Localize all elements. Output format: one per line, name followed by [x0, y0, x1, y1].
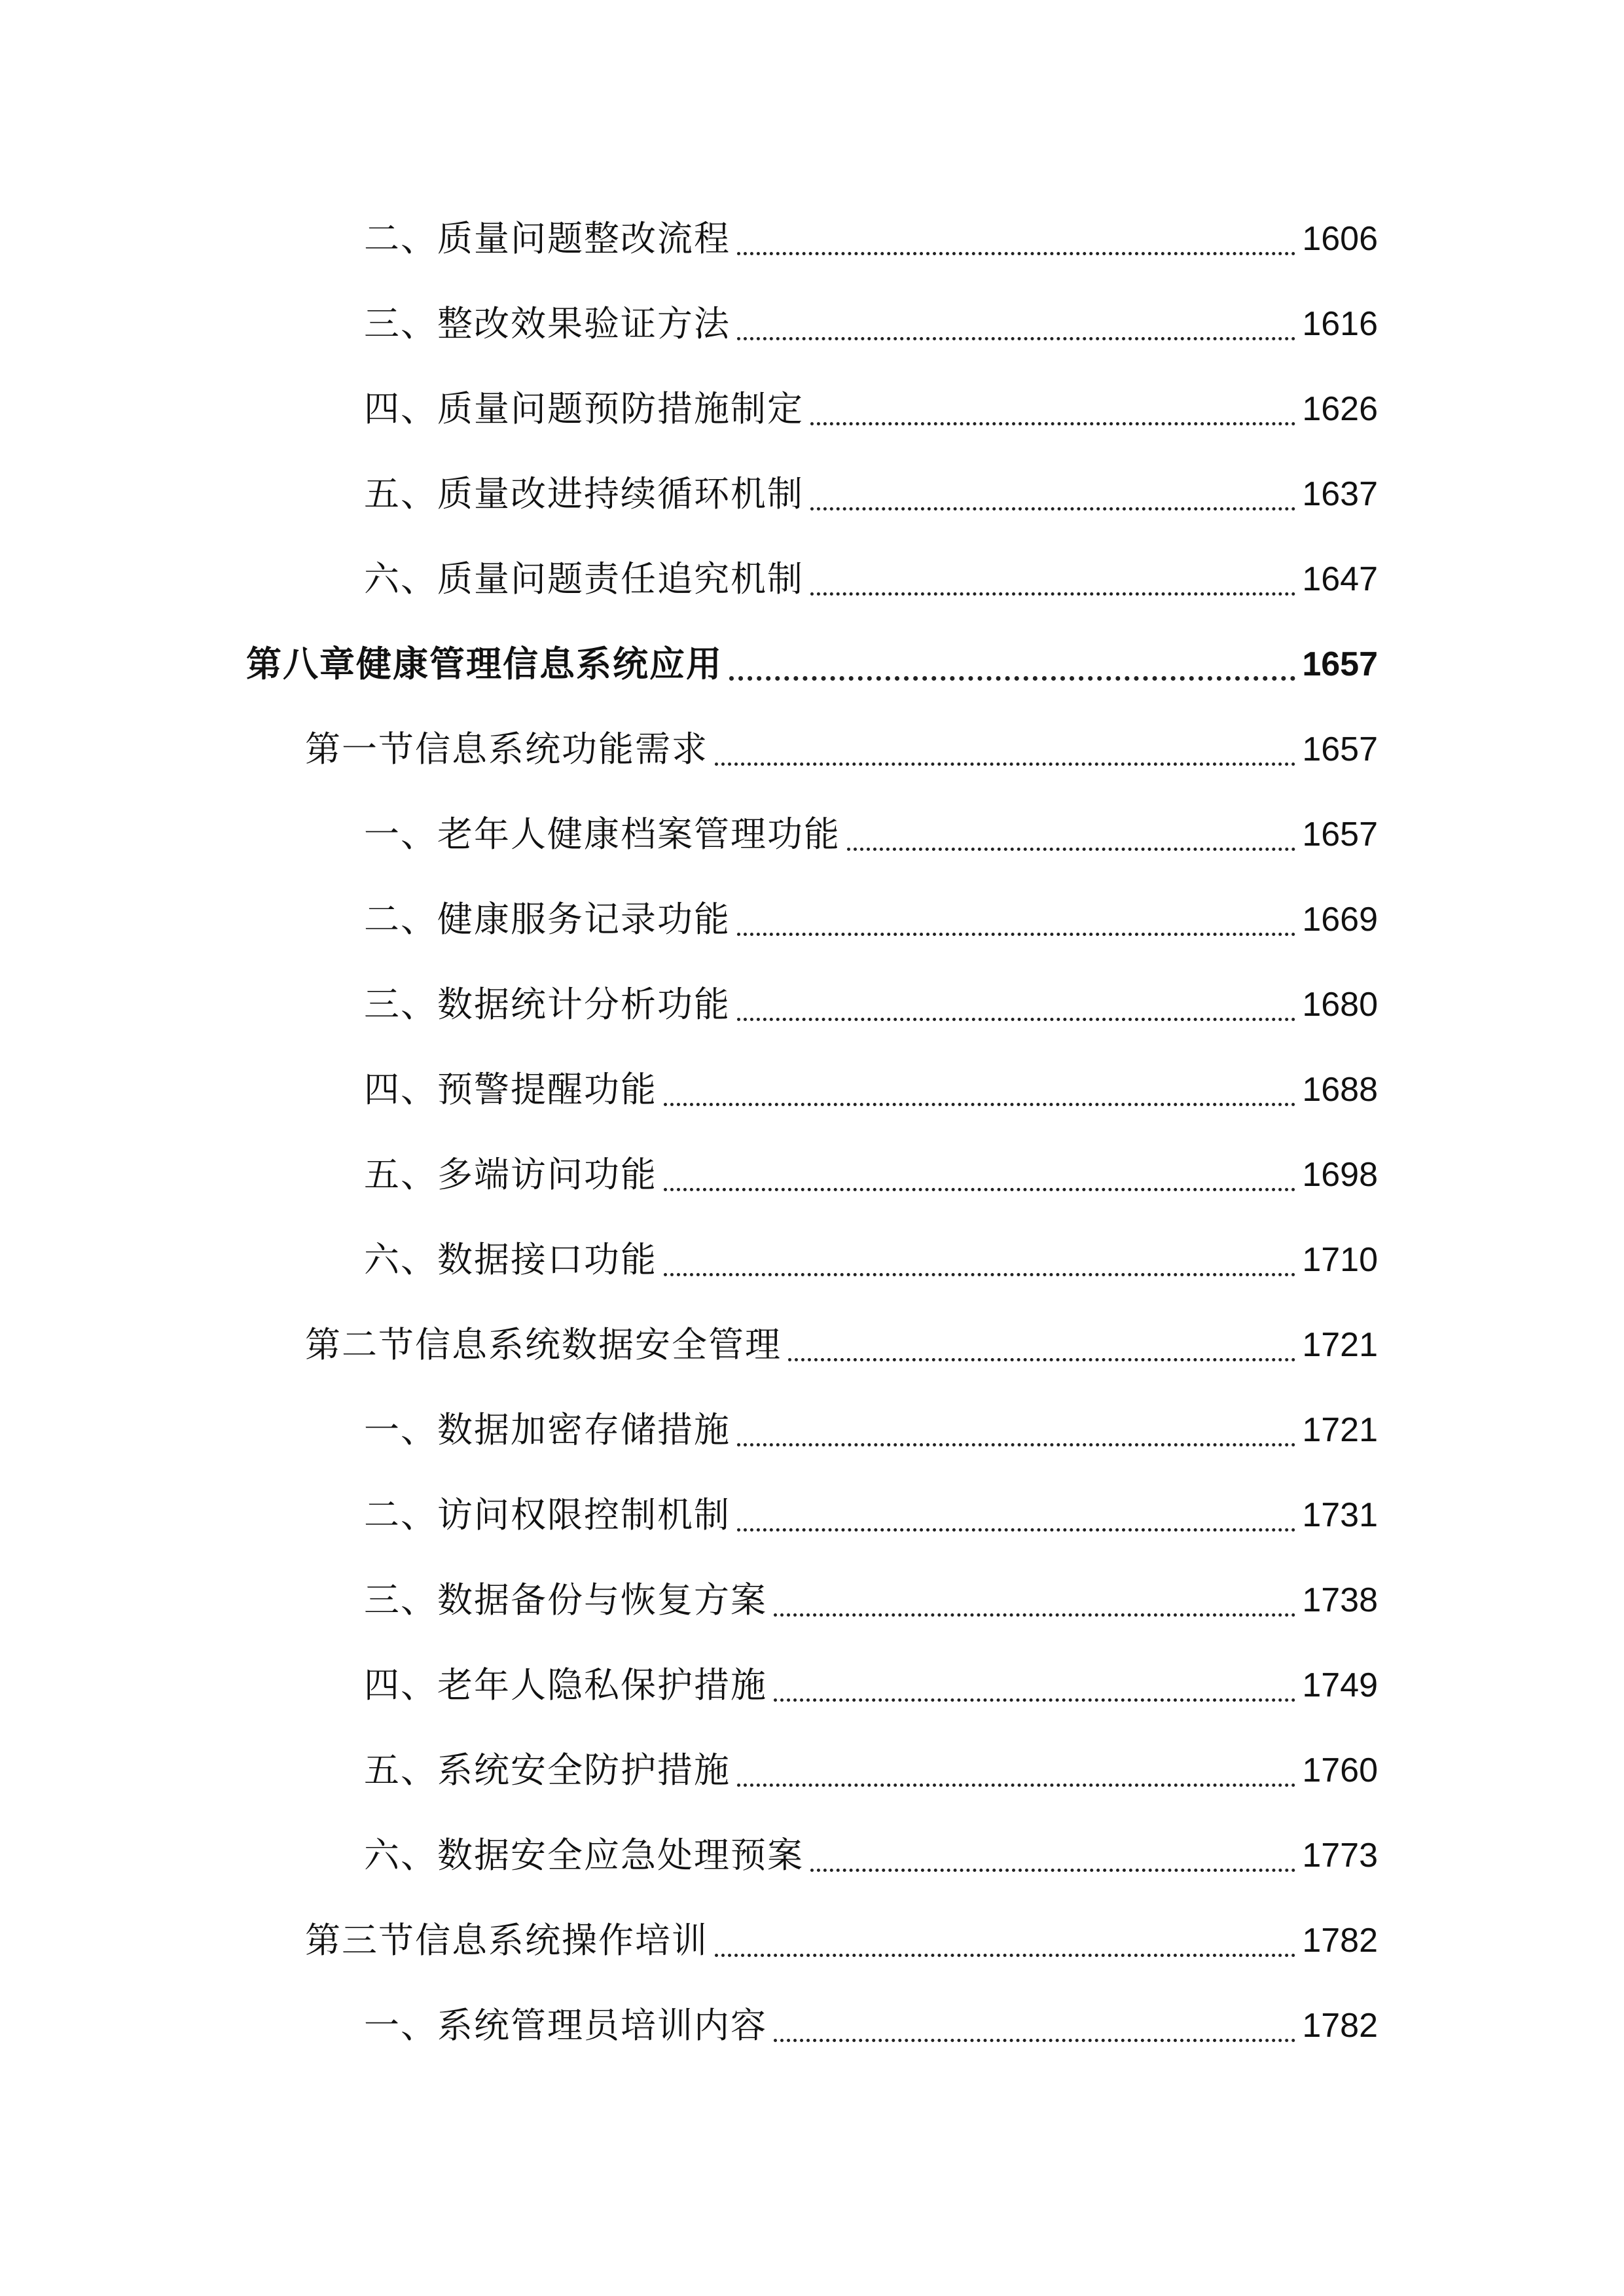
toc-page-number: 1738: [1302, 1581, 1378, 1619]
toc-page-number: 1710: [1302, 1241, 1378, 1279]
toc-section-entry[interactable]: [305, 720, 1378, 779]
toc-entry-title: 第八章健康管理信息系统应用: [246, 643, 723, 685]
toc-page-number: 1657: [1302, 645, 1378, 683]
toc-page-number: 1606: [1302, 220, 1378, 258]
toc-entry[interactable]: [364, 1145, 1378, 1204]
toc-page-number: 1773: [1302, 1837, 1378, 1874]
toc-chapter-entry[interactable]: [246, 635, 1378, 694]
toc-entry[interactable]: [364, 465, 1378, 524]
toc-entry[interactable]: [364, 380, 1378, 439]
toc-entry-title: 二、质量问题整改流程: [364, 218, 731, 259]
toc-dot-leader: [737, 337, 1295, 340]
toc-page-number: 1721: [1302, 1326, 1378, 1364]
toc-entry[interactable]: [364, 295, 1378, 353]
toc-dot-leader: [664, 1188, 1295, 1191]
toc-dot-leader: [737, 1018, 1295, 1021]
toc-dot-leader: [847, 848, 1295, 851]
toc-page-number: 1749: [1302, 1666, 1378, 1704]
toc-dot-leader: [774, 1613, 1295, 1617]
toc-dot-leader: [737, 252, 1295, 255]
toc-entry-title: 四、预警提醒功能: [364, 1069, 657, 1110]
toc-dot-leader: [774, 1698, 1295, 1702]
toc-entry-title: 五、多端访问功能: [364, 1154, 657, 1195]
toc-entry-title: 五、质量改进持续循环机制: [364, 473, 804, 514]
toc-page-number: 1657: [1302, 730, 1378, 768]
toc-page-number: 1680: [1302, 986, 1378, 1024]
toc-dot-leader: [737, 1784, 1295, 1787]
toc-entry[interactable]: [364, 1486, 1378, 1545]
toc-entry[interactable]: [364, 1230, 1378, 1289]
toc-entry-title: 一、老年人健康档案管理功能: [364, 814, 840, 855]
toc-dot-leader: [664, 1273, 1295, 1276]
toc-entry-title: 六、数据接口功能: [364, 1239, 657, 1280]
toc-entry-title: 五、系统安全防护措施: [364, 1749, 731, 1791]
toc-page-number: 1782: [1302, 1922, 1378, 1960]
toc-dot-leader: [788, 1358, 1295, 1361]
toc-dot-leader: [810, 592, 1295, 596]
toc-page-number: 1647: [1302, 560, 1378, 598]
toc-dot-leader: [737, 933, 1295, 936]
toc-entry-title: 第一节信息系统功能需求: [305, 728, 708, 770]
toc-dot-leader: [737, 1528, 1295, 1532]
toc-page-number: 1637: [1302, 475, 1378, 513]
toc-entry[interactable]: [364, 1656, 1378, 1715]
toc-entry-title: 四、老年人隐私保护措施: [364, 1664, 767, 1706]
toc-page-number: 1698: [1302, 1156, 1378, 1194]
toc-entry-title: 三、数据备份与恢复方案: [364, 1579, 767, 1621]
toc-section-entry[interactable]: [305, 1911, 1378, 1970]
toc-page-number: 1721: [1302, 1411, 1378, 1449]
toc-dot-leader: [810, 422, 1295, 425]
toc-entry-title: 四、质量问题预防措施制定: [364, 388, 804, 429]
toc-entry-title: 一、数据加密存储措施: [364, 1409, 731, 1450]
toc-page-number: 1626: [1302, 390, 1378, 428]
toc-entry-title: 六、数据安全应急处理预案: [364, 1835, 804, 1876]
toc-entry[interactable]: [364, 805, 1378, 864]
toc-entry[interactable]: [364, 1060, 1378, 1119]
toc-entry-title: 六、质量问题责任追究机制: [364, 558, 804, 600]
toc-entry-title: 三、数据统计分析功能: [364, 984, 731, 1025]
toc-entry[interactable]: [364, 975, 1378, 1034]
toc-dot-leader: [810, 1869, 1295, 1872]
toc-page-number: 1669: [1302, 901, 1378, 939]
toc-page-number: 1657: [1302, 816, 1378, 853]
toc-dot-leader: [729, 676, 1295, 681]
toc-page-number: 1760: [1302, 1751, 1378, 1789]
toc-entry[interactable]: [364, 1741, 1378, 1800]
toc-page-number: 1782: [1302, 2007, 1378, 2045]
toc-dot-leader: [715, 762, 1295, 766]
toc-dot-leader: [774, 2039, 1295, 2042]
toc-dot-leader: [715, 1954, 1295, 1957]
toc-entry-title: 二、健康服务记录功能: [364, 899, 731, 940]
toc-entry[interactable]: [364, 1401, 1378, 1460]
toc-entry-title: 第三节信息系统操作培训: [305, 1920, 708, 1961]
toc-entry[interactable]: [364, 550, 1378, 609]
toc-entry-title: 第二节信息系统数据安全管理: [305, 1324, 782, 1365]
toc-section-entry[interactable]: [305, 1316, 1378, 1374]
toc-entry[interactable]: [364, 209, 1378, 268]
toc-entry-title: 一、系统管理员培训内容: [364, 2005, 767, 2046]
toc-entry[interactable]: [364, 890, 1378, 949]
toc-page-number: 1688: [1302, 1071, 1378, 1109]
toc-page-number: 1731: [1302, 1496, 1378, 1534]
toc-entry[interactable]: [364, 1571, 1378, 1630]
toc-dot-leader: [810, 507, 1295, 511]
toc-entry-title: 三、整改效果验证方法: [364, 303, 731, 344]
toc-entry[interactable]: [364, 1826, 1378, 1885]
toc-dot-leader: [737, 1443, 1295, 1446]
toc-entry[interactable]: [364, 1996, 1378, 2055]
toc-page-number: 1616: [1302, 305, 1378, 343]
toc-dot-leader: [664, 1103, 1295, 1106]
toc-entry-title: 二、访问权限控制机制: [364, 1494, 731, 1535]
